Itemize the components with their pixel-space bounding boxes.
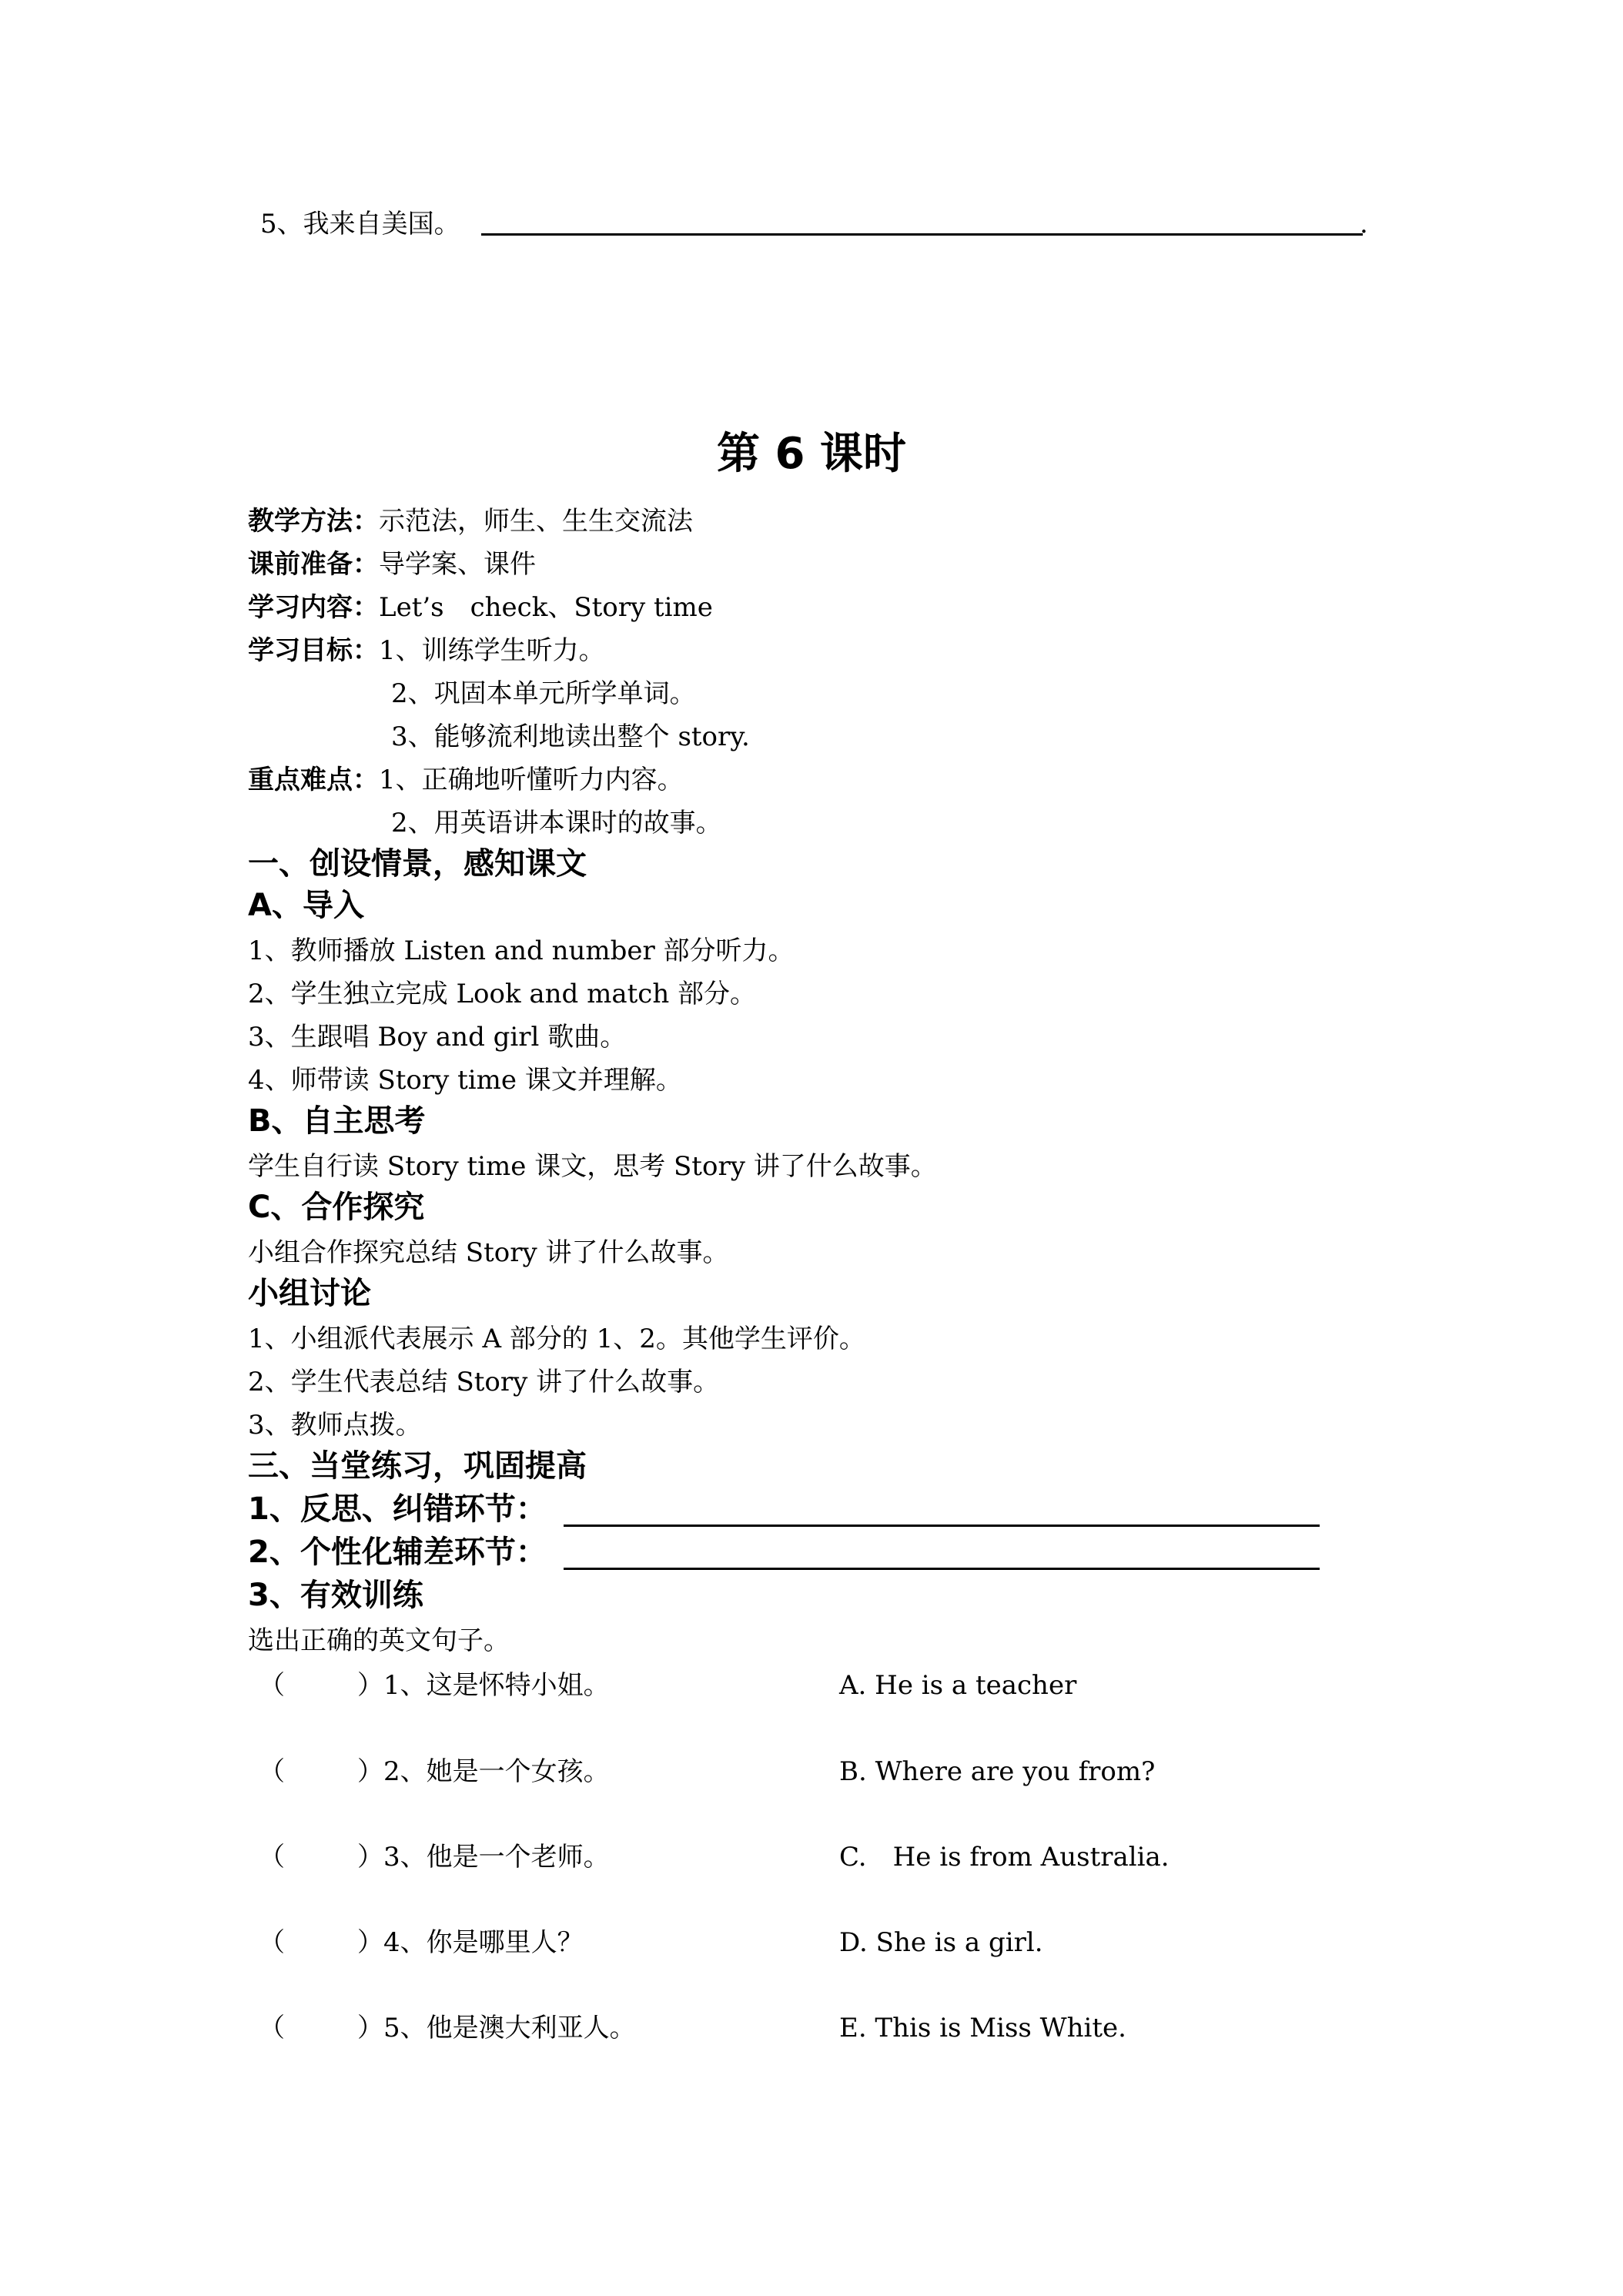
meta-label: 课前准备： [248,549,379,580]
top-item-period: . [1360,209,1368,239]
answer-paren-close: ） [357,1927,383,1958]
top-item-answer-blank[interactable] [481,233,1363,236]
part-a-item: 3、生跟唱 Boy and girl 歌曲。 [248,1022,627,1053]
answer-paren-open: （ [259,1670,285,1701]
practice-reflection-label: 1、反思、纠错环节： [248,1491,547,1527]
part-b-heading: B、自主思考 [248,1103,426,1139]
option-text: A. He is a teacher [839,1670,1077,1701]
meta-label: 学习目标： [248,635,379,666]
question-row [259,1927,285,1958]
training-instruction: 选出正确的英文句子。 [248,1625,510,1656]
answer-paren-open: （ [259,1927,285,1958]
answer-paren-close: ） [357,1756,383,1787]
practice-individual-label: 2、个性化辅差环节： [248,1535,547,1570]
question-text [357,1927,584,1958]
question-cn: 1、这是怀特小姐。 [383,1670,610,1701]
answer-paren-close: ） [357,2013,383,2043]
meta-value: 1、训练学生听力。 [379,635,605,666]
section-heading-1: 一、创设情景，感知课文 [248,846,587,882]
option-text: E. This is Miss White. [839,2013,1126,2043]
meta-row-difficulty [248,767,684,793]
part-a-item: 4、师带读 Story time 课文并理解。 [248,1065,682,1096]
question-row [259,2015,285,2041]
answer-paren-open: （ [259,1756,285,1787]
part-c-text: 小组合作探究总结 Story 讲了什么故事。 [248,1237,729,1268]
section-heading-3: 三、当堂练习，巩固提高 [248,1448,587,1484]
part-a-heading: A、导入 [248,888,364,923]
meta-value: 示范法，师生、生生交流法 [379,506,693,537]
question-row [259,1756,285,1787]
answer-paren-open: （ [259,1842,285,1873]
meta-value: 导学案、课件 [379,549,536,580]
question-text [357,1842,610,1873]
question-text [357,1672,610,1699]
question-cn: 4、你是哪里人？ [383,1927,584,1958]
answer-paren-close: ） [357,1842,383,1873]
meta-row-preparation [248,549,536,580]
meta-label: 学习内容： [248,592,379,623]
meta-label: 重点难点： [248,765,379,795]
option-text: B. Where are you from? [839,1756,1156,1787]
question-cn: 5、他是澳大利亚人。 [383,2013,636,2043]
goal-item: 2、巩固本单元所学单词。 [391,678,696,709]
discussion-heading: 小组讨论 [248,1276,371,1311]
meta-row-content [248,594,713,621]
goal-item: 3、能够流利地读出整个 story. [391,721,750,752]
question-row [259,1842,285,1873]
part-b-text: 学生自行读 Story time 课文，思考 Story 讲了什么故事。 [248,1151,937,1182]
meta-row-method [248,506,693,537]
practice-reflection-blank[interactable] [564,1525,1320,1527]
meta-row-goals [248,635,605,666]
discussion-item: 3、教师点拨。 [248,1410,422,1441]
part-a-item: 1、教师播放 Listen and number 部分听力。 [248,935,795,966]
training-heading: 3、有效训练 [248,1578,423,1613]
question-row [259,1672,285,1699]
answer-paren-close: ） [357,1670,383,1701]
question-text [357,1756,610,1787]
part-a-item: 2、学生独立完成 Look and match 部分。 [248,979,757,1009]
lesson-title: 第 6 课时 [717,429,906,479]
answer-paren-open: （ [259,2013,285,2043]
discussion-item: 2、学生代表总结 Story 讲了什么故事。 [248,1367,720,1397]
difficulty-item: 2、用英语讲本课时的故事。 [391,808,722,838]
discussion-item: 1、小组派代表展示 A 部分的 1、2。其他学生评价。 [248,1324,865,1354]
option-text: C. He is from Australia. [839,1842,1170,1873]
option-text: D. She is a girl. [839,1927,1043,1958]
top-item-text: 5、我来自美国。 [260,209,460,239]
question-cn: 2、她是一个女孩。 [383,1756,610,1787]
part-c-heading: C、合作探究 [248,1190,425,1225]
practice-individual-blank[interactable] [564,1568,1320,1570]
question-cn: 3、他是一个老师。 [383,1842,610,1873]
meta-value: 1、正确地听懂听力内容。 [379,765,684,795]
meta-label: 教学方法： [248,506,379,537]
meta-value: Let’s check、Story time [379,592,713,623]
question-text [357,2015,636,2041]
